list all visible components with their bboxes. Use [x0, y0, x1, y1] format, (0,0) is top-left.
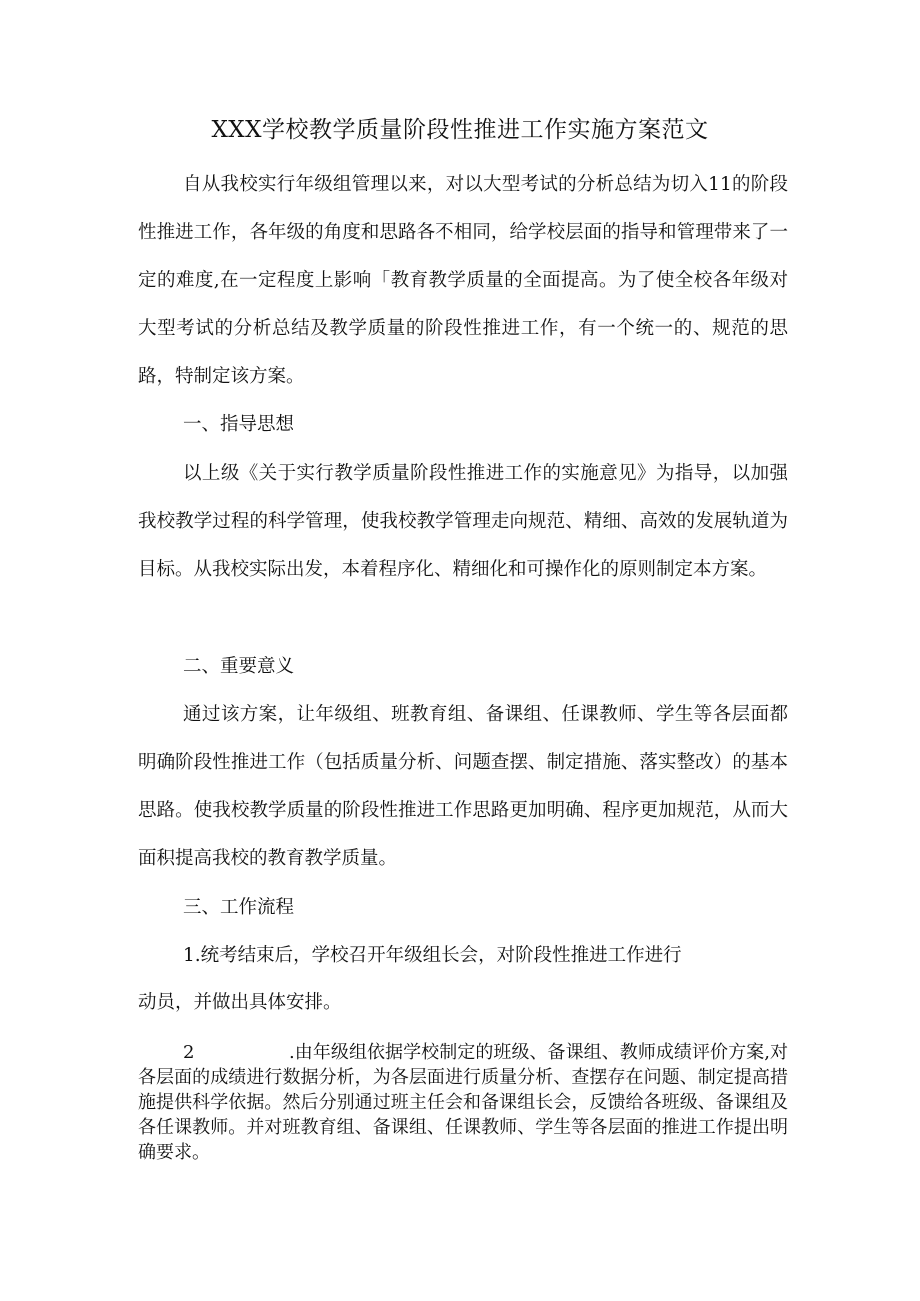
step-1-continuation: 动员，并做出具体安排。: [138, 992, 342, 1013]
section-3-heading: 三、工作流程: [183, 897, 295, 918]
step-2-number: 2: [183, 1042, 195, 1063]
section-1-paragraph: [138, 450, 788, 594]
section-1-heading-block: [138, 401, 788, 449]
step-2-paragraph: [138, 1040, 788, 1165]
section-3-heading-block: [138, 884, 788, 932]
step-1-continuation-block: [138, 979, 788, 1027]
section-1-text: 以上级《关于实行教学质量阶段性推进工作的实施意见》为指导，以加强我校教学过程的科学管理，使我校教学管理走向规范、精细、高效的发展轨道为目标。从我校实际出发，本着程序化、精细化和可操作化的原则制定本方案。: [138, 463, 788, 580]
document-title: XXX学校教学质量阶段性推进工作实施方案范文: [211, 117, 709, 143]
step-2-block: [138, 1040, 788, 1165]
section-2-heading: 二、重要意义: [183, 656, 295, 677]
step-1-text: 1.统考结束后，学校召开年级组长会，对阶段性推进工作进行: [183, 945, 682, 966]
step-2-text: .由年级组依据学校制定的班级、备课组、教师成绩评价方案,对各层面的成绩进行数据分析，为各层面进行质量分析、查摆存在问题、制定提高措施提供科学依据。然后分别通过班主任会和备课组长会，反馈给各班级、备课组及各任课教师。并对班教育组、备课组、任课教师、学生等各层面的推进工作提出明确要求。: [138, 1042, 788, 1163]
section-2-text: 通过该方案，让年级组、班教育组、备课组、任课教师、学生等各层面都明确阶段性推进工作（包括质量分析、问题查摆、制定措施、落实整改）的基本思路。使我校教学质量的阶段性推进工作思路更加明确、程序更加规范，从而大面积提高我校的教育教学质量。: [138, 704, 788, 869]
intro-text: 自从我校实行年级组管理以来，对以大型考试的分析总结为切入11的阶段性推进工作，各年级的角度和思路各不相同，给学校层面的指导和管理带来了一定的难度,在一定程度上影响「教育教学质量的全面提高。为了使全校各年级对大型考试的分析总结及教学质量的阶段性推进工作，有一个统一的、规范的思路，特制定该方案。: [138, 174, 788, 387]
section-2-heading-block: [138, 643, 788, 691]
step-1-block: [138, 932, 788, 980]
intro-paragraph: [138, 161, 788, 401]
section-1-heading: 一、指导思想: [183, 414, 295, 435]
section-2-paragraph: [138, 691, 788, 883]
